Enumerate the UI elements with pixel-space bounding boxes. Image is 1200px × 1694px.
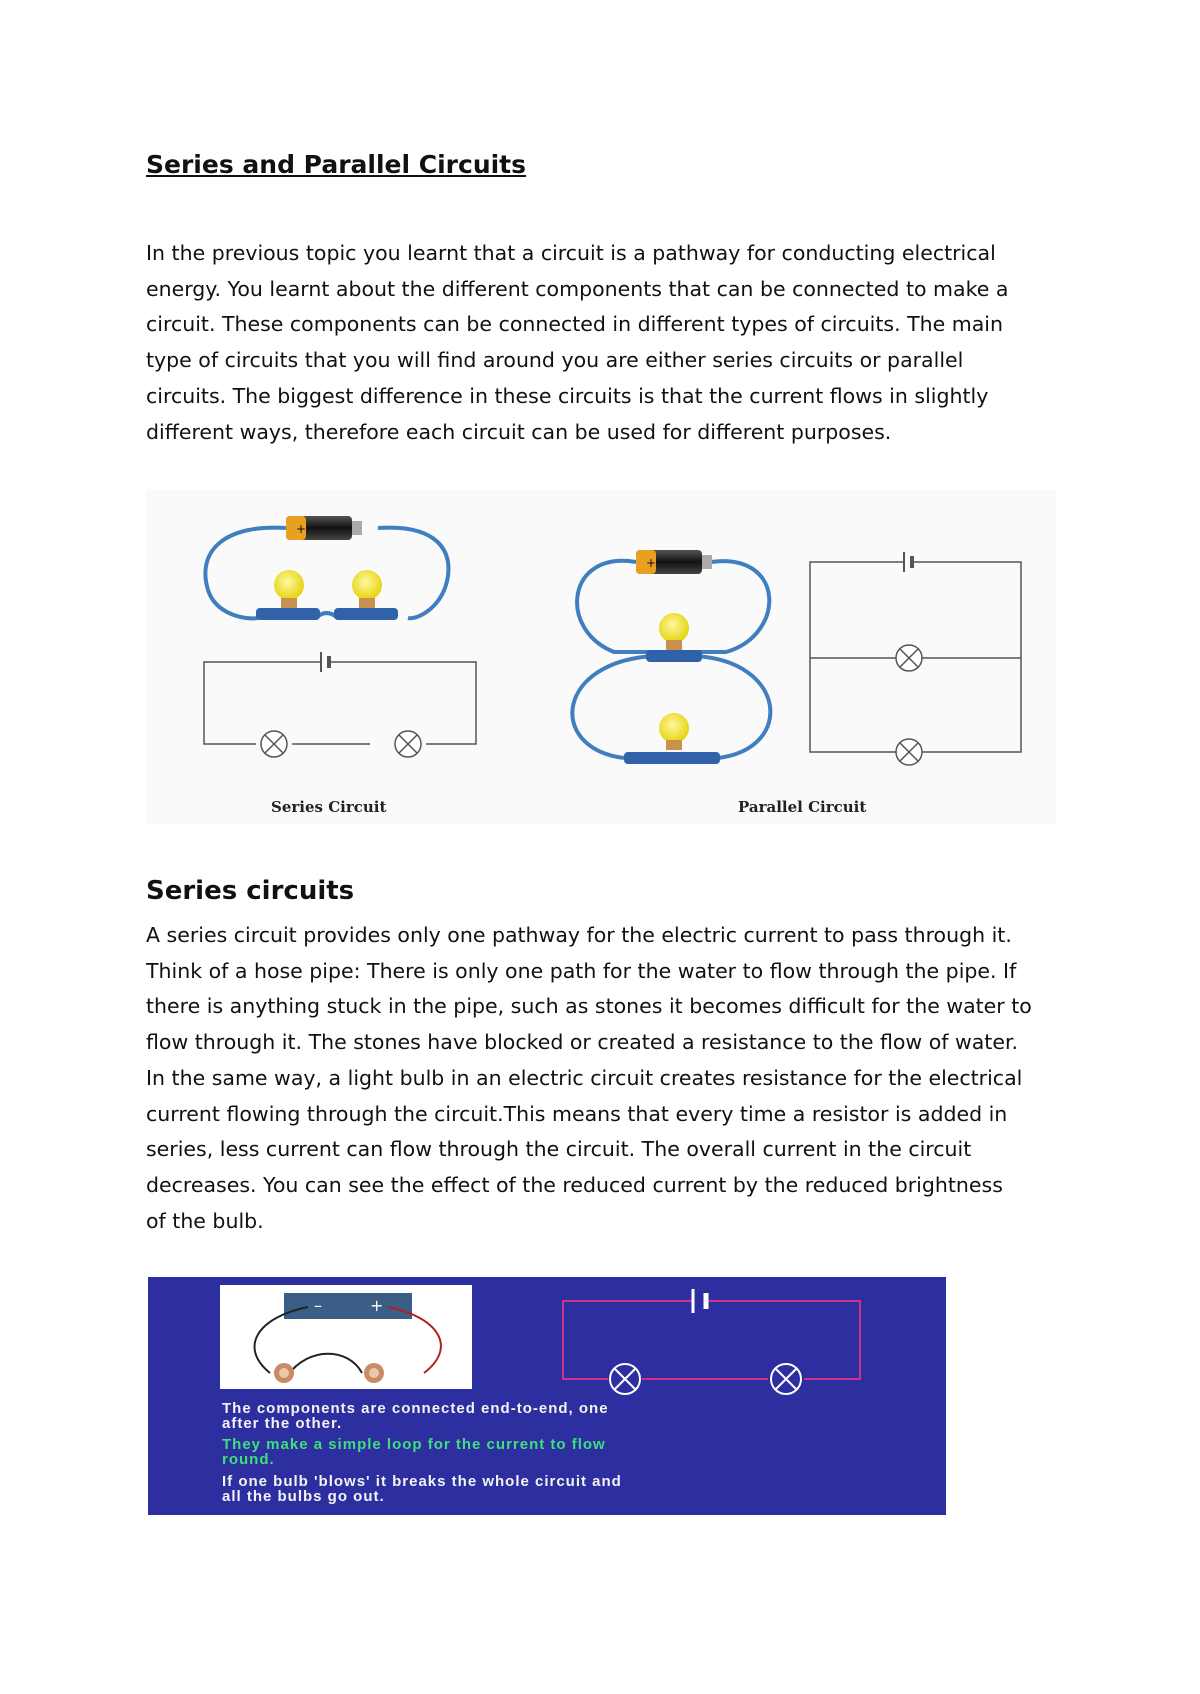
series-paragraph (146, 918, 1096, 1239)
lamp-symbol-icon (395, 731, 421, 757)
series-line: flow through it. The stones have blocked or created a resistance to the flow of water. (146, 1030, 1019, 1055)
parallel-caption: Parallel Circuit (738, 798, 867, 816)
intro-line: circuits. The biggest difference in these circuits is that the current flows in slightly (146, 383, 989, 408)
battery-plus-label: + (370, 1296, 384, 1315)
series-explanation-diagram (148, 1277, 946, 1515)
bulb-icon (334, 570, 398, 620)
bulb-icon (624, 713, 720, 764)
intro-line: different ways, therefore each circuit can be used for different purposes. (146, 419, 892, 444)
intro-line: energy. You learnt about the different components that can be connected to make a (146, 276, 1009, 301)
battery-icon (636, 550, 712, 574)
svg-text:+: + (296, 522, 307, 536)
bulb-icon (646, 613, 702, 662)
parallel-schematic (810, 552, 1021, 765)
series-caption: Series Circuit (271, 798, 387, 816)
svg-text:+: + (646, 556, 657, 570)
note-blows-line2: all the bulbs go out. (222, 1488, 385, 1505)
series-line: Think of a hose pipe: There is only one path for the water to flow through the pipe. If (146, 958, 1017, 983)
section-heading: Series circuits (146, 876, 355, 906)
battery-icon (286, 516, 362, 540)
intro-paragraph (146, 236, 1096, 450)
intro-line: circuit. These components can be connected in different types of circuits. The main (146, 312, 1003, 337)
bulb-icon (256, 570, 320, 620)
note-connected-line2: after the other. (222, 1415, 343, 1432)
bulb-icon (274, 1363, 294, 1383)
note-blows-line1: If one bulb 'blows' it breaks the whole circuit and (222, 1473, 622, 1490)
series-line: there is anything stuck in the pipe, such as stones it becomes difficult for the water to (146, 994, 1032, 1019)
note-connected-line1: The components are connected end-to-end, one (222, 1400, 609, 1417)
circuits-diagram (146, 490, 1056, 824)
bulb-icon (364, 1363, 384, 1383)
parallel-pictorial-circuit (572, 550, 770, 764)
page-title: Series and Parallel Circuits (146, 150, 527, 179)
series-line: A series circuit provides only one pathway for the electric current to pass through it. (146, 923, 1012, 947)
note-loop-line2: round. (222, 1451, 275, 1468)
series-line: current flowing through the circuit.This means that every time a resistor is added in (146, 1101, 1008, 1126)
lamp-symbol-icon (261, 731, 287, 757)
intro-line: In the previous topic you learnt that a circuit is a pathway for conducting electrical (146, 241, 996, 265)
series-photo-panel (220, 1285, 472, 1389)
lamp-symbol-icon (896, 645, 922, 671)
series-schematic (204, 652, 476, 757)
series-line: series, less current can flow through the circuit. The overall current in the circuit (146, 1137, 972, 1162)
battery-minus-label: – (314, 1296, 322, 1315)
series-line: of the bulb. (146, 1208, 264, 1233)
series-line: In the same way, a light bulb in an electric circuit creates resistance for the electrical (146, 1065, 1023, 1090)
series-explanation-figure (148, 1277, 946, 1515)
note-loop-line1: They make a simple loop for the current to flow (222, 1436, 606, 1453)
series-line: decreases. You can see the effect of the reduced current by the reduced brightness (146, 1172, 1003, 1197)
lamp-symbol-icon (896, 739, 922, 765)
circuits-figure (146, 490, 1056, 824)
intro-line: type of circuits that you will find around you are either series circuits or parallel (146, 348, 964, 373)
series-pictorial-circuit (205, 516, 448, 620)
